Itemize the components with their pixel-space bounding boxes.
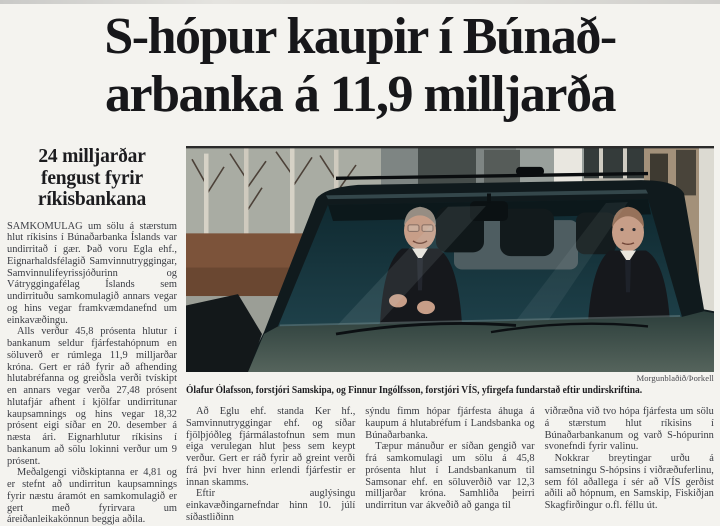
- article-bottom-columns: [186, 406, 714, 524]
- roof-antenna: [516, 167, 544, 176]
- passenger-glasses: [408, 225, 419, 232]
- paragraph: sýndu fimm hópar fjárfesta áhuga á kaupum á hlutabréfum í Landsbanka og Búnaðarbanka.: [365, 406, 534, 441]
- news-photo: [186, 146, 714, 372]
- driver-tie: [625, 260, 631, 292]
- paragraph: viðræðna við tvo hópa fjárfesta um sölu á stærstum hlut ríkisins í Búnaðarbankanum og varð S-hópurinn svonefndi fyrir valinu.: [545, 406, 714, 453]
- paragraph: Meðalgengi viðskiptanna er 4,81 og er stefnt að undirritun kaupsamnings fyrir næstu áramót en samkomulagið er gert með fyrirvara um áreiðanleikakönnun beggja aðila.: [7, 467, 177, 526]
- seat-headrest: [500, 209, 554, 256]
- photo-caption: Ólafur Ólafsson, forstjóri Samskipa, og Finnur Ingólfsson, forstjóri VÍS, yfirgefa fundarstað eftir undirskriftina.: [186, 384, 714, 396]
- passenger-hand: [417, 301, 435, 314]
- white-pillar: [699, 146, 714, 315]
- paragraph: Nokkrar breytingar urðu á samsetningu S-hópsins í viðræðuferlinu, sem fól aðallega í sér að VÍS gerðist aðili að hópnum, en Samskip, Fiskiðjan Skagfirðingur o.fl. féllu út.: [545, 453, 714, 512]
- photo-block: [186, 146, 714, 396]
- driver-eye: [632, 228, 635, 231]
- subheadline-line-1: 24 milljarðar: [38, 146, 145, 167]
- headline-line-1: S-hópur kaupir í Búnað-: [104, 8, 615, 65]
- column-2: [186, 406, 355, 524]
- photo-top-border: [186, 146, 714, 148]
- paragraph: Að Eglu ehf. standa Ker hf., Samvinnutryggingar ehf. og síðar fjölþjóðleg fjármálastofnun sem mun eiga verulegan hlut þess sem keypt verður. Gert er ráð fyrir að greint verði frá því hver hinn erlendi fjárfestir er innan skamms.: [186, 406, 355, 488]
- left-column-body: [7, 221, 177, 526]
- scan-edge-strip: [0, 0, 720, 4]
- subheadline-line-3: ríkisbankana: [38, 189, 146, 210]
- headline-line-2: arbanka á 11,9 milljarða: [105, 66, 615, 123]
- paragraph: Eftir auglýsingu einkavæðingarnefndar hinn 10. júlí síðastliðinn: [186, 488, 355, 523]
- photo-credit: Morgunblaðið/Þorkell: [186, 373, 714, 383]
- article-headline: [0, 8, 720, 124]
- article-subheadline: [7, 146, 177, 211]
- column-3: [365, 406, 534, 524]
- paragraph: SAMKOMULAG um sölu á stærstum hlut ríkisins í Búnaðarbanka Íslands var undirritað í gær. Það voru Egla ehf., Eignarhaldsfélagið Samvinnutryggingar, Samvinnulífeyrissjóðurinn og Vátryggingafélag Íslands sem undirrituðu samkomulagið annars vegar og hins vegar framkvæmdanefnd um einkavæðingu.: [7, 221, 177, 327]
- left-column: [7, 146, 177, 526]
- column-4: [545, 406, 714, 524]
- subheadline-line-2: fengust fyrir: [41, 168, 143, 189]
- driver-eye: [620, 228, 623, 231]
- paragraph: Tæpur mánuður er síðan gengið var frá samkomulagi um sölu á 45,8 prósenta hlut í Landsbankanum til Samsonar ehf. en söluverðið var 12,3 milljarðar króna. Samhliða þeirri undirritun var ákveðið að ganga til: [365, 441, 534, 512]
- paragraph: Alls verður 45,8 prósenta hlutur í bankanum seldur fjárfestahópnum en söluverð er rúmlega 11,9 milljarðar króna. Gert er ráð fyrir að afhending hlutabréfanna og greiðsla verði tvískipt en annars vegar verða 27,48 prósent hlutafjár afhent í kjölfar undirritunar kaupsamnings og hins vegar 18,32 prósent eigi síðar en 20. desember á næsta ári. Eignarhlutur ríkisins í bankanum að sölu lokinni verður um 9 prósent.: [7, 326, 177, 467]
